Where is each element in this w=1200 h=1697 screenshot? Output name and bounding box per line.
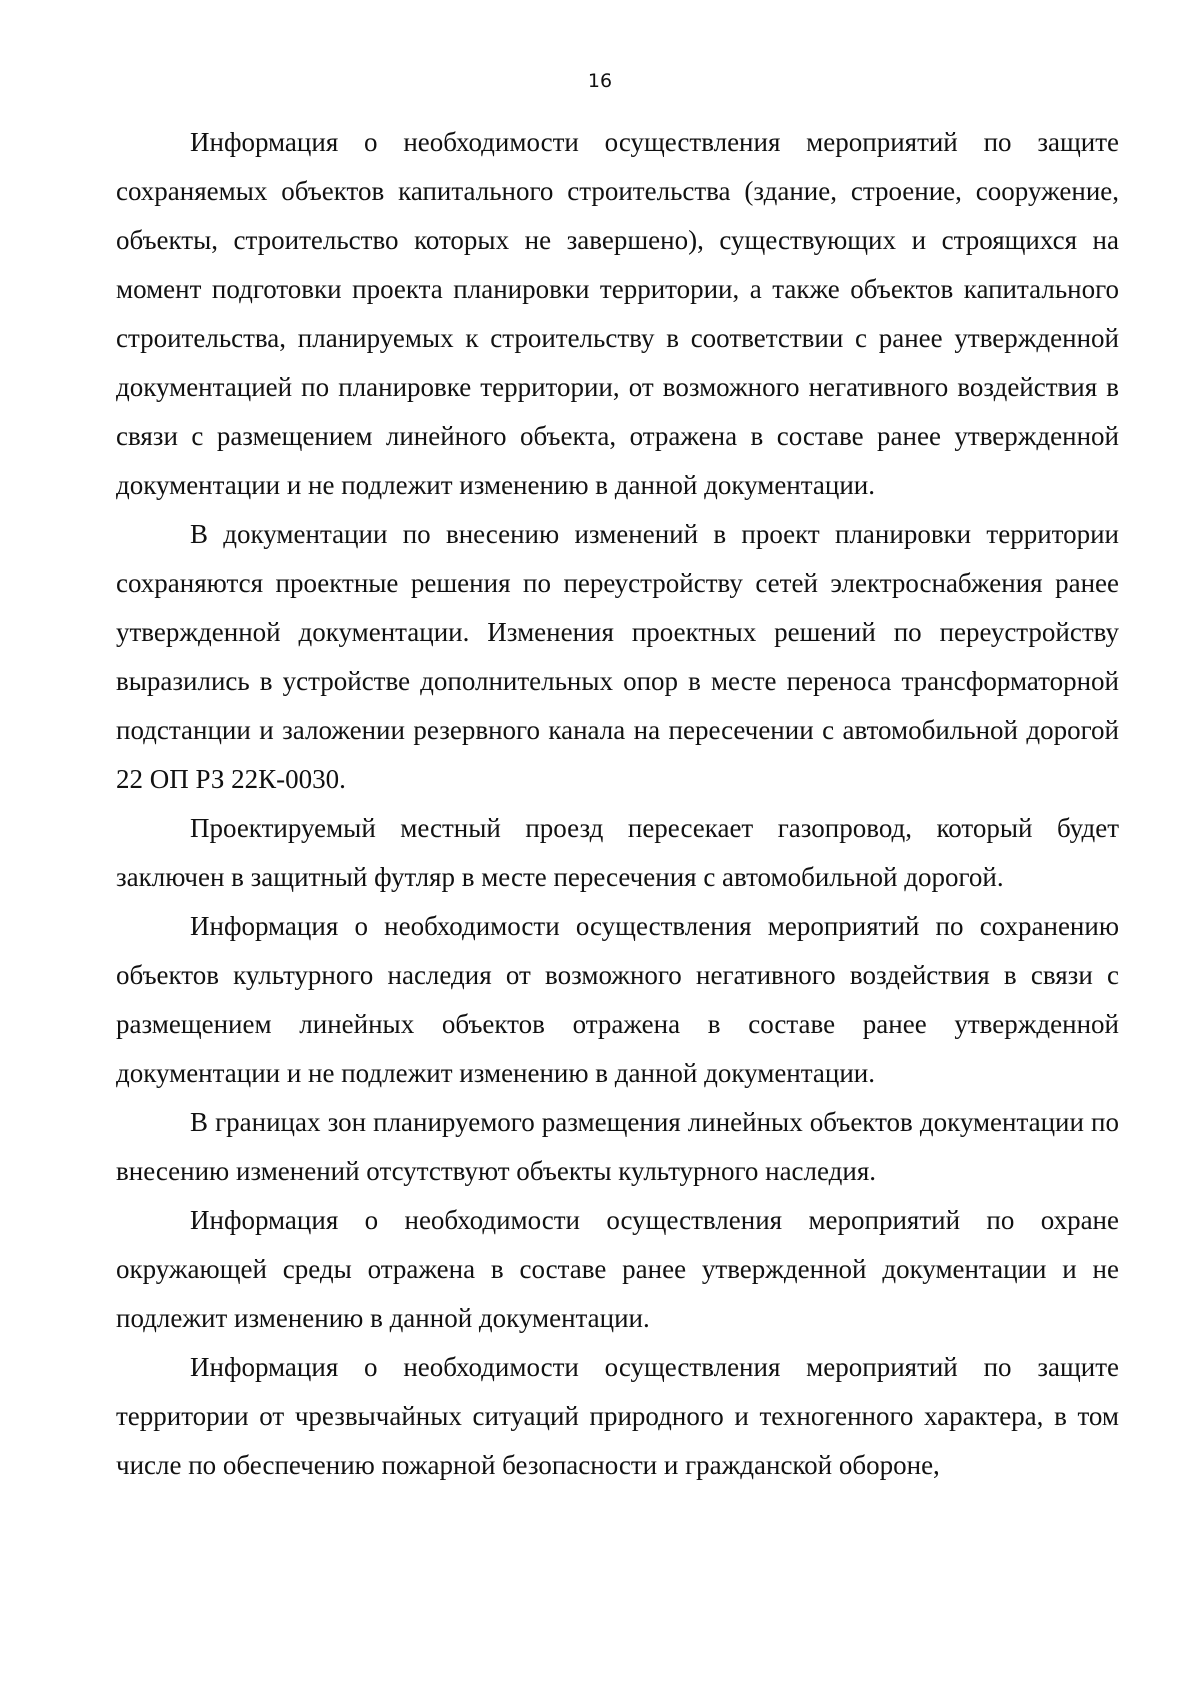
paragraph-gas-pipeline: Проектируемый местный проезд пересекает газопровод, который будет заключен в защитный футляр в месте пересечения с автомобильной дорогой. [116,813,1119,892]
paragraph-cultural-heritage-absent: В границах зон планируемого размещения линейных объектов документации по внесению изменений отсутствуют объекты культурного наследия. [116,1107,1119,1186]
paragraph-emergency-protection: Информация о необходимости осуществления мероприятий по защите территории от чрезвычайных ситуаций природного и техногенного характера, в том числе по обеспечению пожарной безопасности и гражданской обороне, [116,1352,1119,1480]
paragraph-cultural-heritage-measures: Информация о необходимости осуществления мероприятий по сохранению объектов культурного наследия от возможного негативного воздействия в связи с размещением линейных объектов отражена в составе ранее утвержденной документации и не подлежит изменению в данной документации. [116,911,1119,1088]
page-number: 16 [587,70,613,92]
paragraph-environment: Информация о необходимости осуществления мероприятий по охране окружающей среды отражена в составе ранее утвержденной документации и не подлежит изменению в данной документации. [116,1205,1119,1333]
paragraph-cap-construction-protection: Информация о необходимости осуществления мероприятий по защите сохраняемых объектов капитального строительства (здание, строение, сооружение, объекты, строительство которых не завершено), существующих и строящихся на момент подготовки проекта планировки территории, а также объектов капитального строительства, планируемых к строительству в соответствии с ранее утвержденной документацией по планировке территории, от возможного негативного воздействия в связи с размещением линейного объекта, отражена в составе ранее утвержденной документации и не подлежит изменению в данной документации. [116,127,1119,500]
paragraph-power-networks: В документации по внесению изменений в проект планировки территории сохраняются проектные решения по переустройству сетей электроснабжения ранее утвержденной документации. Изменения проектных решений по переустройству выразились в устройстве дополнительных опор в месте переноса трансформаторной подстанции и заложении резервного канала на пересечении с автомобильной дорогой 22 ОП РЗ 22К-0030. [116,519,1119,794]
document-body [116,118,1119,1490]
